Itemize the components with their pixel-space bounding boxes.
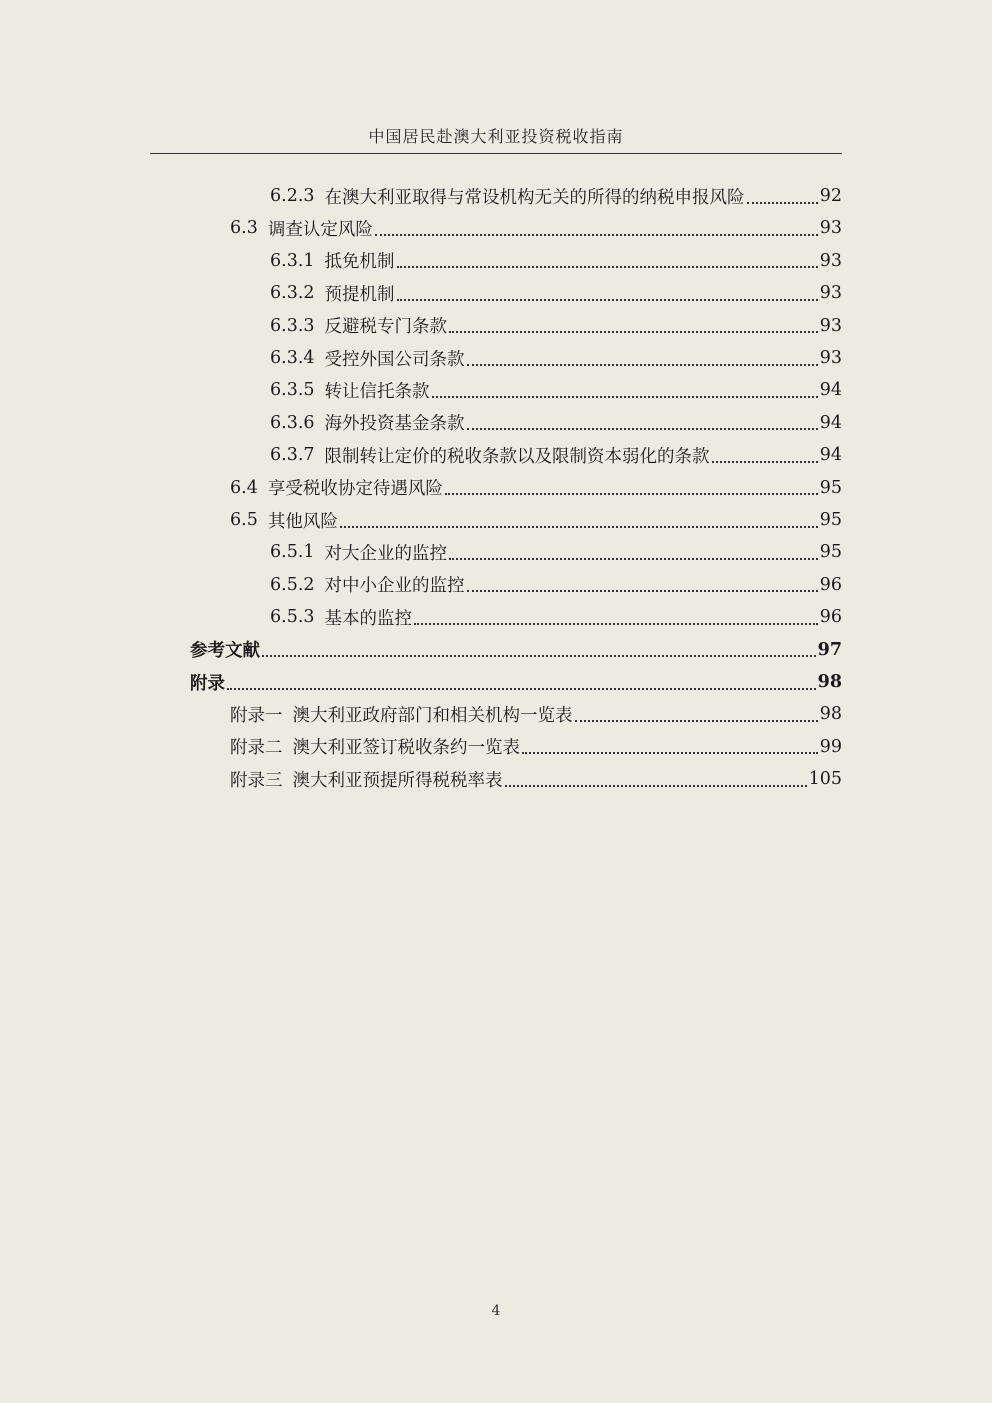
toc-dot-leader	[397, 298, 818, 301]
toc-entry-page: 94	[819, 412, 842, 433]
toc-entry-title: 对大企业的监控	[324, 543, 448, 564]
toc-entry-title: 在澳大利亚取得与常设机构无关的所得的纳税申报风险	[324, 187, 745, 208]
toc-dot-leader	[449, 557, 818, 560]
toc-entry-page: 96	[819, 607, 842, 628]
running-header: 中国居民赴澳大利亚投资税收指南	[368, 127, 624, 146]
toc-dot-leader	[712, 460, 818, 463]
toc-entry-page: 98	[817, 672, 842, 692]
toc-dot-leader	[414, 622, 818, 625]
toc-dot-leader	[467, 589, 818, 592]
toc-entry[interactable]	[270, 439, 842, 471]
toc-entry[interactable]	[230, 763, 842, 795]
toc-entry-title: 澳大利亚签订税收条约一览表	[292, 738, 520, 759]
toc-dot-leader	[467, 363, 818, 366]
toc-entry-title: 受控外国公司条款	[324, 349, 465, 370]
toc-entry-title: 澳大利亚预提所得税税率表	[292, 770, 503, 791]
toc-entry-number: 附录三	[230, 770, 283, 791]
toc-entry-title: 享受税收协定待遇风险	[267, 479, 443, 500]
toc-entry-number: 6.5.2	[270, 574, 315, 595]
toc-entry-title: 预提机制	[324, 284, 395, 305]
toc-entry[interactable]	[270, 569, 842, 601]
toc-entry-number: 6.3.2	[270, 283, 315, 304]
toc-entry[interactable]	[270, 310, 842, 342]
toc-dot-leader	[467, 427, 818, 430]
toc-entry[interactable]	[230, 731, 842, 763]
toc-dot-leader	[747, 201, 818, 204]
toc-entry-page: 98	[819, 704, 842, 725]
toc-entry-title: 参考文献	[190, 641, 260, 662]
toc-entry-number: 6.5.1	[270, 542, 315, 563]
toc-dot-leader	[445, 492, 818, 495]
toc-entry[interactable]	[270, 407, 842, 439]
header-divider	[150, 153, 842, 154]
toc-dot-leader	[575, 719, 818, 722]
toc-entry-title: 附录	[190, 673, 225, 694]
toc-entry-page: 95	[819, 477, 842, 498]
toc-dot-leader	[375, 233, 818, 236]
toc-dot-leader	[505, 784, 807, 787]
toc-entry-title: 调查认定风险	[267, 219, 373, 240]
toc-entry-number: 6.3.1	[270, 250, 315, 271]
toc-entry-number: 6.3	[230, 218, 258, 239]
toc-entry[interactable]	[230, 504, 842, 536]
toc-entry-page: 93	[819, 283, 842, 304]
toc-entry-page: 92	[819, 186, 842, 206]
toc-entry-title: 海外投资基金条款	[324, 414, 465, 435]
toc-entry-number: 6.5.3	[270, 607, 315, 628]
toc-entry[interactable]	[230, 472, 842, 504]
toc-dot-leader	[397, 265, 818, 268]
toc-dot-leader	[432, 395, 818, 398]
toc-entry-page: 105	[808, 769, 842, 790]
toc-entry-page: 95	[819, 510, 842, 530]
toc-entry[interactable]	[190, 666, 842, 698]
toc-entry-number: 6.3.6	[270, 412, 315, 433]
toc-entry[interactable]	[270, 180, 842, 212]
toc-entry-title: 基本的监控	[324, 608, 413, 629]
toc-entry[interactable]	[270, 342, 842, 374]
toc-entry-title: 抵免机制	[324, 252, 395, 273]
toc-entry-number: 6.3.3	[270, 315, 315, 336]
toc-entry[interactable]	[230, 698, 842, 730]
page-number: 4	[491, 1303, 501, 1319]
toc-entry-title: 对中小企业的监控	[324, 576, 465, 597]
toc-entry-number: 附录一	[230, 705, 283, 726]
toc-entry[interactable]	[270, 374, 842, 406]
toc-entry-page: 94	[819, 380, 842, 401]
toc-entry-page: 93	[819, 218, 842, 239]
toc-dot-leader	[449, 330, 818, 333]
toc-dot-leader	[262, 654, 816, 657]
toc-entry-page: 93	[819, 348, 842, 368]
toc-entry-number: 6.3.5	[270, 380, 315, 401]
toc-entry-title: 转让信托条款	[324, 381, 430, 402]
toc-entry-number: 6.3.4	[270, 348, 315, 368]
toc-entry[interactable]	[190, 634, 842, 666]
toc-entry[interactable]	[230, 212, 842, 244]
toc-entry-title: 反避税专门条款	[324, 317, 448, 338]
toc-entry[interactable]	[270, 601, 842, 633]
toc-entry[interactable]	[270, 536, 842, 568]
toc-entry-number: 附录二	[230, 738, 283, 759]
toc-entry-page: 93	[819, 250, 842, 271]
toc-entry-number: 6.5	[230, 510, 258, 530]
toc-entry-number: 6.2.3	[270, 186, 315, 206]
toc-entry-title: 澳大利亚政府部门和相关机构一览表	[292, 705, 573, 726]
toc-entry-title: 其他风险	[267, 511, 338, 532]
toc-entry-title: 限制转让定价的税收条款以及限制资本弱化的条款	[324, 446, 710, 467]
toc-entry[interactable]	[270, 245, 842, 277]
toc-entry[interactable]	[270, 277, 842, 309]
toc-entry-page: 97	[817, 639, 842, 660]
toc-dot-leader	[227, 687, 816, 690]
toc-entry-page: 96	[819, 574, 842, 595]
toc-entry-page: 95	[819, 542, 842, 563]
toc-entry-page: 99	[819, 736, 842, 757]
toc-entry-page: 93	[819, 315, 842, 336]
toc-dot-leader	[340, 525, 818, 528]
toc-entry-number: 6.3.7	[270, 445, 315, 466]
toc-entry-number: 6.4	[230, 477, 258, 498]
toc-entry-page: 94	[819, 445, 842, 466]
toc-dot-leader	[522, 751, 818, 754]
